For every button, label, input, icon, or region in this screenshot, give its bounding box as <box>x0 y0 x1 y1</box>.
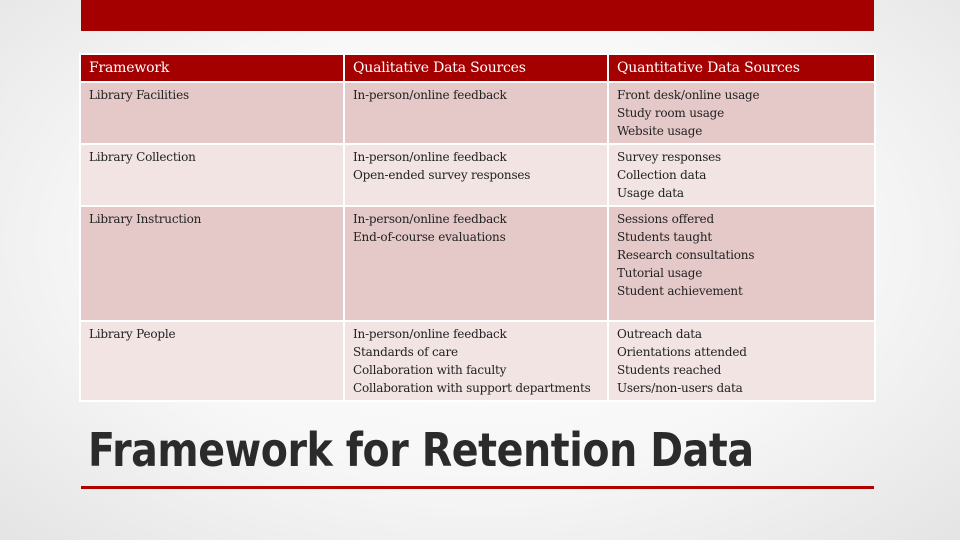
framework-cell <box>80 206 344 321</box>
quantitative-item: Tutorial usage <box>617 266 703 280</box>
title-underline-rule <box>81 486 874 489</box>
framework-label: Library Collection <box>89 150 196 164</box>
quantitative-item: Orientations attended <box>617 345 747 359</box>
quantitative-item: Sessions offered <box>617 212 714 226</box>
quantitative-item: Users/non-users data <box>617 381 743 395</box>
table-body <box>80 82 875 401</box>
framework-cell <box>80 82 344 144</box>
header-quantitative-data-sources: Quantitative Data Sources <box>608 54 875 82</box>
header-qualitative-data-sources: Qualitative Data Sources <box>344 54 608 82</box>
qualitative-item: Open-ended survey responses <box>353 168 531 182</box>
qualitative-cell <box>344 321 608 401</box>
quantitative-item: Students taught <box>617 230 713 244</box>
quantitative-cell <box>608 206 875 321</box>
qualitative-item: Standards of care <box>353 345 458 359</box>
framework-cell <box>80 144 344 206</box>
slide-title: Framework for Retention Data <box>88 423 754 477</box>
retention-data-table <box>79 53 876 402</box>
quantitative-item: Front desk/online usage <box>617 88 760 102</box>
qualitative-item: In-person/online feedback <box>353 88 507 102</box>
quantitative-item: Website usage <box>617 124 703 138</box>
table-row <box>80 321 875 401</box>
quantitative-item: Survey responses <box>617 150 722 164</box>
header-framework: Framework <box>80 54 344 82</box>
qualitative-cell <box>344 82 608 144</box>
qualitative-cell <box>344 206 608 321</box>
table-row <box>80 82 875 144</box>
framework-label: Library Facilities <box>89 88 189 102</box>
framework-label: Library People <box>89 327 176 341</box>
framework-label: Library Instruction <box>89 212 202 226</box>
qualitative-item: Collaboration with faculty <box>353 363 507 377</box>
qualitative-item: In-person/online feedback <box>353 327 507 341</box>
quantitative-item: Student achievement <box>617 284 743 298</box>
quantitative-item: Research consultations <box>617 248 755 262</box>
quantitative-item: Students reached <box>617 363 722 377</box>
qualitative-cell <box>344 144 608 206</box>
qualitative-item: In-person/online feedback <box>353 150 507 164</box>
table-row <box>80 206 875 321</box>
quantitative-item: Usage data <box>617 186 684 200</box>
quantitative-item: Collection data <box>617 168 707 182</box>
table-header <box>80 54 875 82</box>
top-accent-bar <box>81 0 874 31</box>
framework-cell <box>80 321 344 401</box>
quantitative-cell <box>608 82 875 144</box>
quantitative-item: Study room usage <box>617 106 725 120</box>
table-row <box>80 144 875 206</box>
qualitative-item: In-person/online feedback <box>353 212 507 226</box>
quantitative-item: Outreach data <box>617 327 702 341</box>
quantitative-cell <box>608 321 875 401</box>
header-row <box>80 54 875 82</box>
quantitative-cell <box>608 144 875 206</box>
qualitative-item: Collaboration with support departments <box>353 381 591 395</box>
qualitative-item: End-of-course evaluations <box>353 230 506 244</box>
